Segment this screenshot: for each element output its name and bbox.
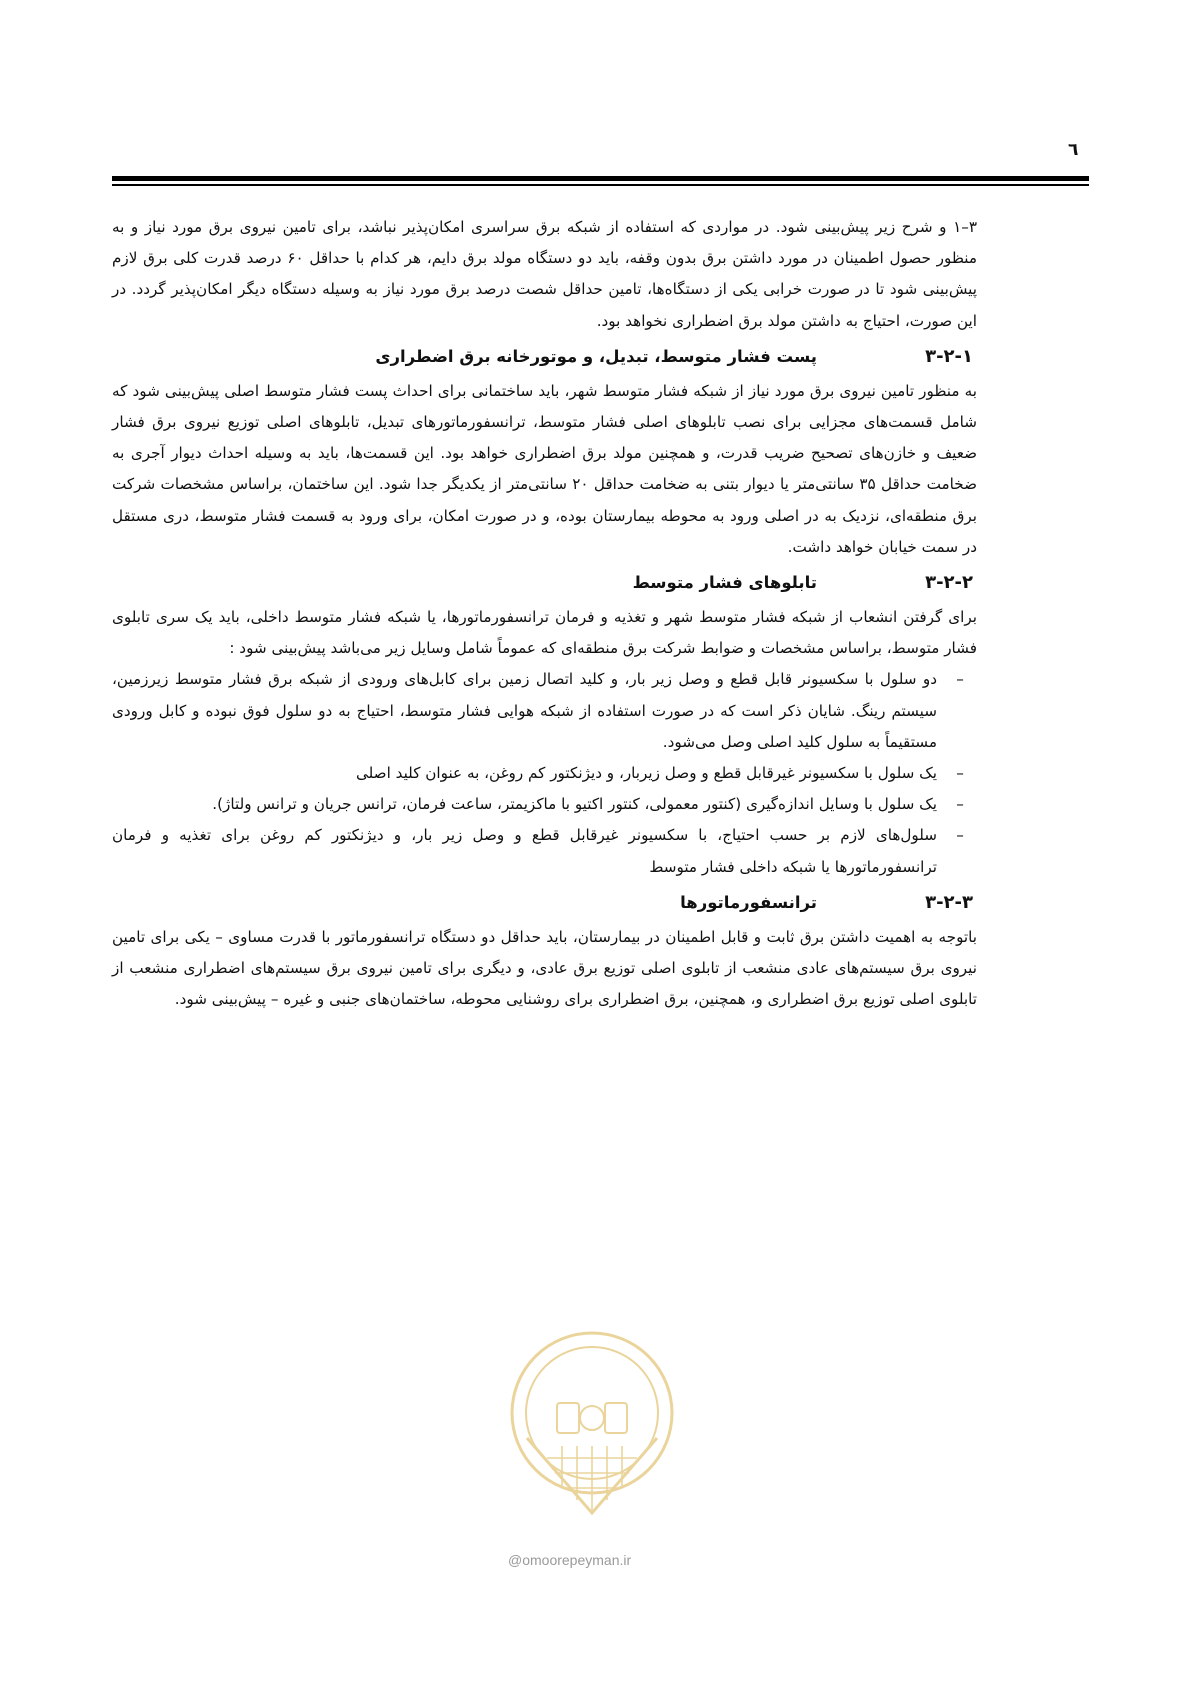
list-item-text: یک سلول با وسایل اندازه‌گیری (کنتور معمولی، کنتور اکتیو با ماکزیمتر، ساعت فرمان، ترانس جریان و ترانس ولتاژ). bbox=[212, 795, 937, 814]
section-paragraph: به منظور تامین نیروی برق مورد نیاز از شبکه فشار متوسط شهر، باید ساختمانی برای احداث پست فشار متوسط اصلی پیش‌بینی شود که شامل قسمت‌های مجزایی برای نصب تابلوهای اصلی فشار متوسط، ترانسفورماتورهای تبدیل، تابلوهای اصلی توزیع نیروی برق فشار ضعیف و خازن‌های تصحیح ضریب قدرت، و همچنین مولد برق اضطراری خواهد بود. این قسمت‌ها، باید به وسیله احداث دیوار آجری به ضخامت حداقل ۳۵ سانتی‌متر یا دیوار بتنی به ضخامت حداقل ۲۰ سانتی‌متر از یکدیگر جدا شود. این ساختمان، براساس مشخصات شرکت برق منطقه‌ای، نزدیک به در اصلی ورود به محوطه بیمارستان بوده، و در صورت امکان، برای ورود به قسمت فشار متوسط، دری مستقل در سمت خیابان خواهد داشت. bbox=[112, 381, 978, 556]
list-item-text: دو سلول با سکسیونر قابل قطع و وصل زیر بار، و کلید اتصال زمین برای کابل‌های ورودی از شبکه برق فشار متوسط زیرزمین، سیستم رینگ. شایان ذکر است که در صورت استفاده از شبکه هوایی فشار متوسط، احتیاج به دو سلول فوق نبوده و کابل ورودی مستقیماً به سلول کلید اصلی وصل می‌شود. bbox=[112, 670, 937, 751]
list-item bbox=[112, 789, 977, 820]
section-paragraph: باتوجه به اهمیت داشتن برق ثابت و قابل اطمینان در بیمارستان، باید حداقل دو دستگاه ترانسفورماتور با قدرت مساوی – یکی برای تامین نیروی برق سیستم‌های عادی منشعب از تابلوی اصلی توزیع برق عادی، و دیگری برای تامین نیروی برق سیستم‌های اضطراری منشعب از تابلوی اصلی توزیع برق اضطراری و، همچنین، برق اضطراری برای روشنایی محوطه، ساختمان‌های جنبی و غیره – پیش‌بینی شود. bbox=[112, 927, 977, 1009]
bullet-dash: – bbox=[956, 795, 964, 814]
page-number: ٦ bbox=[1068, 140, 1079, 160]
section-heading-3-2-1 bbox=[112, 341, 977, 372]
section-number: ۳-۲-۲ bbox=[925, 572, 973, 594]
list-item bbox=[112, 758, 977, 789]
list-item-text: سلول‌های لازم بر حسب احتیاج، با سکسیونر غیرقابل قطع و وصل زیر بار، و دیژنکتور کم روغن برای تغذیه و فرمان ترانسفورماتورها یا شبکه داخلی فشار متوسط bbox=[112, 826, 937, 876]
intro-paragraph: ۳–۱ و شرح زیر پیش‌بینی شود. در مواردی که استفاده از شبکه برق سراسری امکان‌پذیر نباشد، برای تامین نیروی برق مورد نیاز و به منظور حصول اطمینان در مورد داشتن برق بدون وقفه، باید دو دستگاه مولد برق دایم، هر کدام با حداقل ۶۰ درصد قدرت کلی برق لازم پیش‌بینی شود تا در صورت خرابی یکی از دستگاه‌ها، تامین حداقل شصت درصد برق مورد نیاز به وسیله دستگاه دیگر امکان‌پذیر گردد. در این صورت، احتیاج به داشتن مولد برق اضطراری نخواهد بود. bbox=[112, 218, 977, 330]
header-rule-thin bbox=[112, 184, 1089, 186]
section-number: ۳-۲-۳ bbox=[925, 891, 973, 913]
list-item bbox=[112, 820, 977, 882]
bullet-dash: – bbox=[956, 826, 964, 845]
header-rule-thick bbox=[112, 176, 1089, 181]
watermark-url: @omoorepeyman.ir bbox=[508, 1552, 632, 1568]
section-title: ترانسفورماتورها bbox=[680, 892, 817, 912]
watermark-seal-icon bbox=[497, 1318, 687, 1528]
section-heading-3-2-3 bbox=[112, 887, 977, 918]
section-title: پست فشار متوسط، تبدیل، و موتورخانه برق اضطراری bbox=[375, 346, 817, 366]
section-paragraph: برای گرفتن انشعاب از شبکه فشار متوسط شهر و تغذیه و فرمان ترانسفورماتورها، یا شبکه فشار متوسط داخلی، باید یک سری تابلوی فشار متوسط، براساس مشخصات و ضوابط شرکت برق منطقه‌ای که عموماً شامل وسایل زیر می‌باشد پیش‌بینی شود : bbox=[112, 608, 977, 658]
bullet-dash: – bbox=[956, 670, 964, 689]
list-item bbox=[112, 664, 977, 758]
section-heading-3-2-2 bbox=[112, 567, 977, 598]
list-item-text: یک سلول با سکسیونر غیرقابل قطع و وصل زیربار، و دیژنکتور کم روغن، به عنوان کلید اصلی bbox=[355, 764, 937, 783]
bullet-dash: – bbox=[956, 764, 964, 783]
page-body bbox=[112, 212, 977, 1015]
bullet-list bbox=[112, 664, 977, 882]
section-number: ۳-۲-۱ bbox=[925, 345, 973, 367]
section-title: تابلوهای فشار متوسط bbox=[632, 573, 817, 593]
